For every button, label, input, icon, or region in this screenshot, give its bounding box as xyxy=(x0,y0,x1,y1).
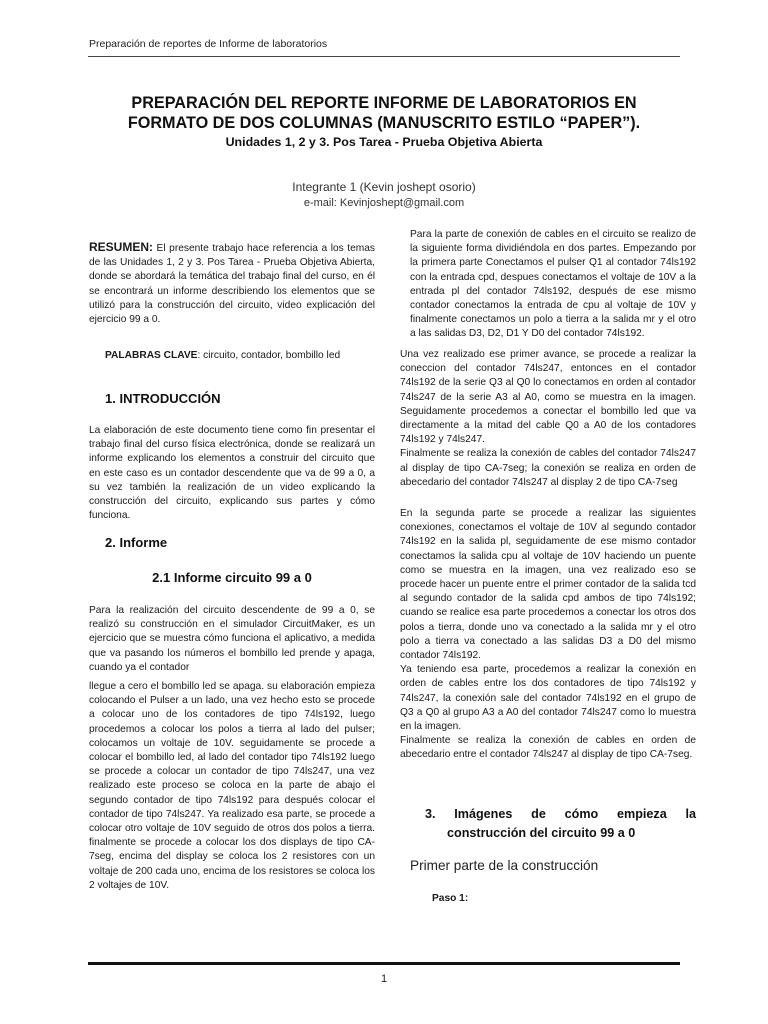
abstract-paragraph xyxy=(89,240,375,327)
footer-rule xyxy=(88,962,680,965)
paper-title xyxy=(88,93,680,133)
section-3-line-1: 3. Imágenes de cómo empieza la xyxy=(425,807,696,821)
header-rule xyxy=(88,56,680,57)
wiring-paragraph-5: Ya teniendo esa parte, procedemos a realizar la conexión en orden de cables entre los dos contadores de tipo 74ls192 y 74ls247, la conexión sale del contador 74ls192 en el grupo de Q3 a Q0 al grupo A3 a A0 del contador 74ls247 como lo muestra en la imagen. xyxy=(400,664,696,733)
wiring-paragraph-1: Para la parte de conexión de cables en el circuito se realizo de la siguiente forma dividiéndola en dos partes. Empezando por la primera parte Conectamos el pulser Q1 al contador 74ls192 con la entrada cpd, despues conectamos el voltaje de 10V a la entrada pl del contador 74ls192, después de ese mismo contador conectamos la entrada de cpu al voltaje de 10V y finalmente conectamos un polo a tierra a la salida mr y el otro a las salidas D3, D2, D1 Y D0 del contador 74ls192. xyxy=(410,229,696,340)
section-1-heading: 1. INTRODUCCIÓN xyxy=(105,391,221,406)
section-3-line-2: construcción del circuito 99 a 0 xyxy=(447,826,636,840)
abstract-label: RESUMEN: xyxy=(89,240,154,254)
intro-paragraph: La elaboración de este documento tiene como fin presentar el trabajo final del curso física electrónica, donde se realizará un informe explicando los elementos a construir del circuito que en este caso es un contador descendente que va de 99 a 0, a su vez también la realización de un video explicando la construcción del circuito, explicando sus partes y cómo funciona. xyxy=(89,425,375,522)
keywords-line xyxy=(105,350,380,361)
circuit-description-block xyxy=(89,604,375,675)
keywords-text: : circuito, contador, bombillo led xyxy=(197,350,341,361)
title-line-2: FORMATO DE DOS COLUMNAS (MANUSCRITO ESTILO “PAPER”). xyxy=(127,114,641,132)
page-number: 1 xyxy=(380,973,388,985)
intro-block xyxy=(89,424,375,523)
running-header: Preparación de reportes de Informe de laboratorios xyxy=(89,38,328,50)
wiring-paragraph-3: Finalmente se realiza la conexión de cables del contador 74ls247 al display de tipo CA-7seg; la conexión se realiza en orden de abecedario del contador 74ls247 al display 2 de tipo CA-7seg xyxy=(400,448,696,488)
abstract-block xyxy=(89,240,375,327)
author-email: e-mail: Kevinjoshept@gmail.com xyxy=(303,197,465,209)
wiring-part1-continued xyxy=(400,348,696,490)
abstract-text: El presente trabajo hace referencia a los temas de las Unidades 1, 2 y 3. Pos Tarea - Prueba Objetiva Abierta, donde se abordará la temática del trabajo final del curso, en él se encontrará un informe describiendo los elementos que se utilizó para la construcción del circuito, video explicación del ejercicio 99 a 0. xyxy=(89,243,375,326)
construction-subheading: Primer parte de la construcción xyxy=(410,858,599,873)
wiring-paragraph-4: En la segunda parte se procede a realizar las siguientes conexiones, conectamos el voltaje de 10V al segundo contador 74ls192 en la salida pl, seguidamente de ese mismo contador conectamos la salida cpu al voltaje de 10V haciendo un puente como se muestra en la imagen, una vez realizado eso se procede hacer un puente entre el primer contador de la salida tcd al segundo contador de la salida cpd ambos de tipo 74ls192; cuando se realice esa parte procedemos a conectar los otros dos polos a tierra, donde uno va conectado a la salida mr y el otro polo a tierra va conectado a las salidas D3 a D0 del mismo contador 74ls192. xyxy=(400,508,696,662)
section-2-heading: 2. Informe xyxy=(105,535,168,550)
wiring-paragraph-2: Una vez realizado ese primer avance, se procede a realizar la coneccion del contador 74ls247, entonces en el contador 74ls192 de la serie Q3 al Q0 lo conectamos en orden al contador 74ls247 de la serie A3 al A0, como se muestra en la imagen. Seguidamente procedemos a conectar el bombillo led que va directamente a la mitad del cable Q0 a A0 de los contadores 74ls192 y 74ls247. xyxy=(400,349,696,446)
section-3-heading xyxy=(425,805,696,843)
paper-subtitle: Unidades 1, 2 y 3. Pos Tarea - Prueba Objetiva Abierta xyxy=(225,135,543,149)
section-2-1-heading: 2.1 Informe circuito 99 a 0 xyxy=(152,570,312,585)
keywords-label: PALABRAS CLAVE xyxy=(105,350,198,361)
wiring-paragraph-6: Finalmente se realiza la conexión de cables en orden de abecedario entre el contador 74ls247 al display de tipo CA-7seg. xyxy=(400,735,696,761)
wiring-part1-block xyxy=(410,228,696,342)
circuit-description-block-2 xyxy=(89,680,375,893)
wiring-part2-block xyxy=(400,507,696,763)
circuit-paragraph-2: llegue a cero el bombillo led se apaga. su elaboración empieza colocando el Pulser a un lado, una vez hecho esto se procede a colocar uno de los contadores de tipo 74ls192, luego procedemos a colocar los polos a tierra al lado del pulser; colocamos un voltaje de 10V. seguidamente se procede a colocar el bombillo led, al lado del contador tipo 74ls192 luego se procede a colocar un contador de tipo 74ls247, una vez realizado este proceso se coloca en la parte de abajo el segundo contador de tipo 74ls192 para después colocar el contador de tipo 74ls247. Ya realizado esa parte, se procede a colocar otro voltaje de 10V seguido de otros dos polos a tierra. finalmente se procede a colocar los dos displays de tipo CA-7seg, encima del display se coloca los 2 resistores con un voltaje de 200 cada uno, encima de los resistores se coloca los 2 voltajes de 10V. xyxy=(89,681,375,891)
author-name: Integrante 1 (Kevin joshept osorio) xyxy=(292,180,476,194)
circuit-paragraph-1: Para la realización del circuito descendente de 99 a 0, se realizó su construcción en el simulador CircuitMaker, es un ejercicio que se muestra cómo funciona el aplicativo, a medida que va pasando los números el bombillo led prende y apaga, cuando ya el contador xyxy=(89,605,375,673)
title-line-1: PREPARACIÓN DEL REPORTE INFORME DE LABORATORIOS EN xyxy=(131,94,637,112)
step-1-label: Paso 1: xyxy=(432,893,469,904)
